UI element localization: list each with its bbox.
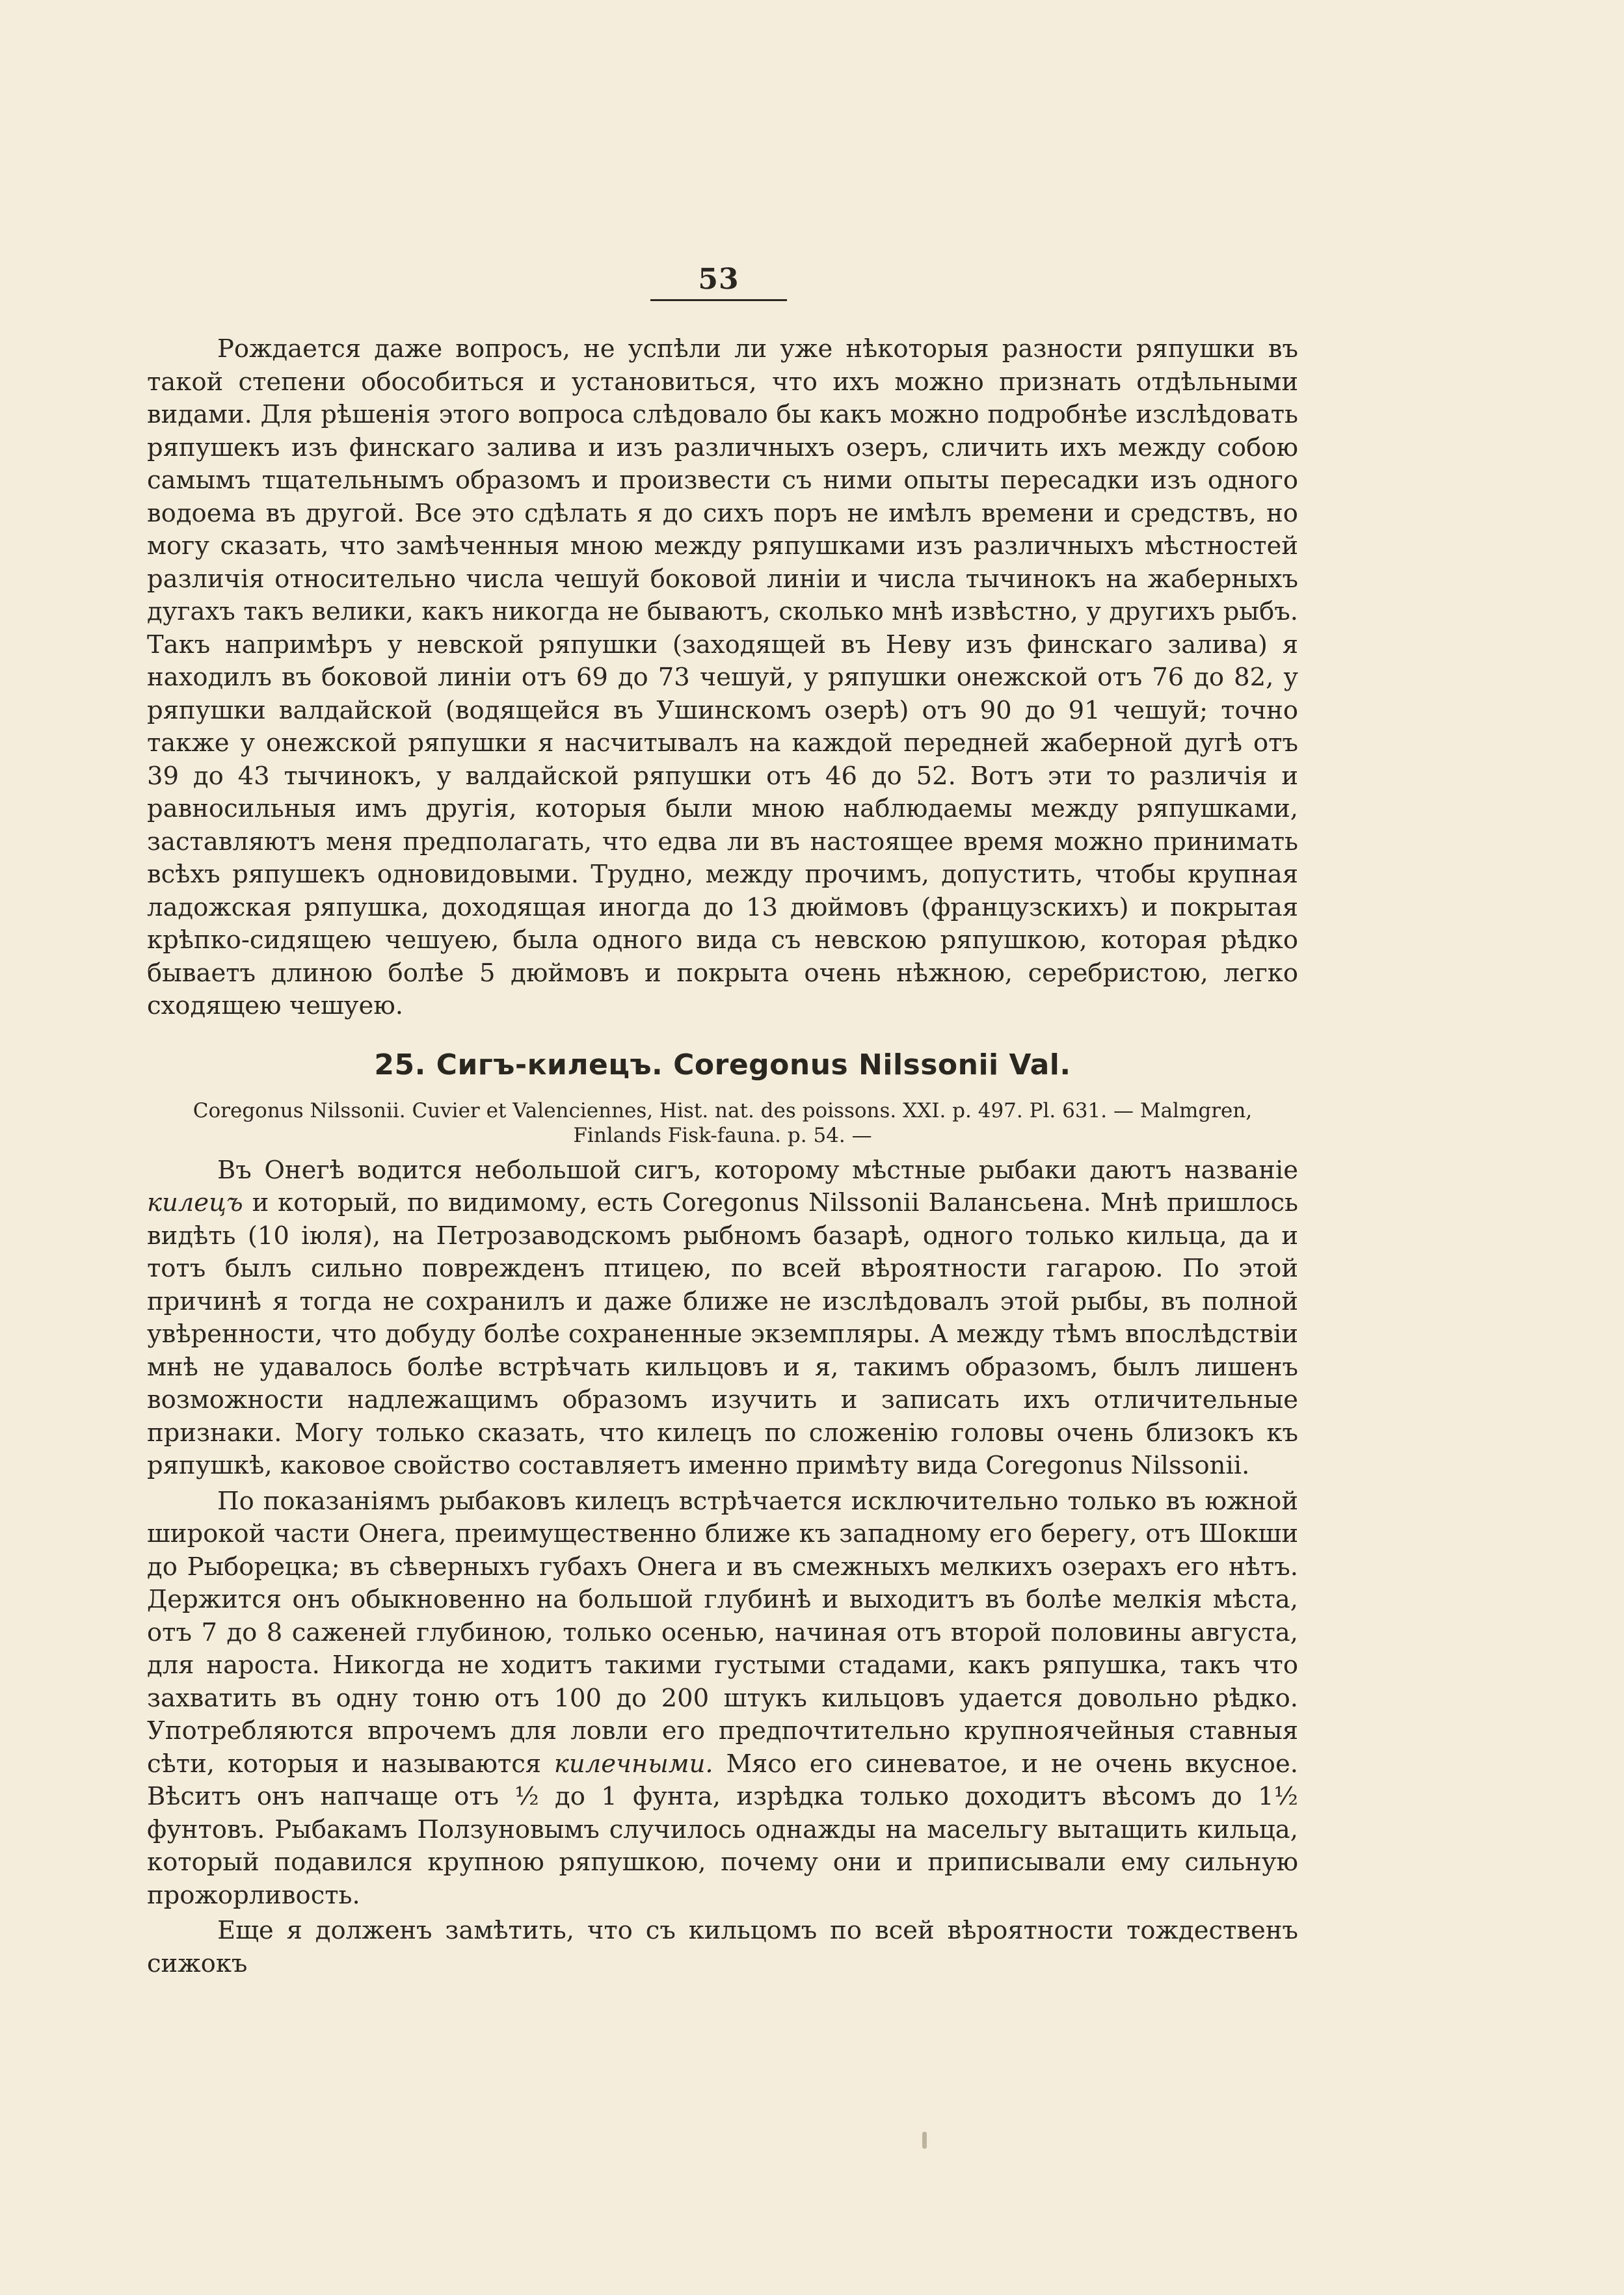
section-heading: 25. Сигъ-килецъ. Coregonus Nilssonii Val. (374, 1048, 1071, 1081)
italic-term: килецъ (147, 1188, 243, 1217)
paragraph-kilets-habitat (147, 1485, 1298, 1913)
paragraph-text: Мясо его синеватое, и не очень вкусное. Вѣситъ онъ напчаще отъ ½ до 1 фунта, изрѣдка только доходитъ вѣсомъ до 1½ фунтовъ. Рыбакамъ Ползуновымъ случилось однажды на масельгу вытащить кильца, который подавился крупною ряпушкою, почему они и приписывали ему сильную прожорливость. (147, 1749, 1298, 1910)
paragraph-kilets-description (147, 1154, 1298, 1483)
synonymy-citation: Coregonus Nilssonii. Cuvier et Valenciennes, Hist. nat. des poissons. XXI. p. 497. Pl. 631. — Malmgren, Finlands Fisk-fauna. p. 54. — (193, 1098, 1253, 1147)
italic-term: килечными. (553, 1749, 713, 1779)
paragraph-text: По показаніямъ рыбаковъ килецъ встрѣчается исключительно только въ южной широкой части Онега, преимущественно ближе къ западному его берегу, отъ Шокши до Рыборецка; въ сѣверныхъ губахъ Онега и въ смежныхъ мелкихъ озерахъ его нѣтъ. Держится онъ обыкновенно на большой глубинѣ и выходитъ въ болѣе мелкія мѣста, отъ 7 до 8 саженей глубиною, только осенью, начиная отъ второй половины августа, для нароста. Никогда не ходитъ такими густыми стадами, какъ ряпушка, такъ что захватить въ одну тоню отъ 100 до 200 штукъ кильцовъ удается довольно рѣдко. Употребляются впрочемъ для ловли его предпочтительно крупноячейныя ставныя сѣти, которыя и называются (147, 1486, 1298, 1779)
page-number-rule (650, 299, 787, 301)
paragraph-text: Въ Онегѣ водится небольшой сигъ, которому мѣстные рыбаки даютъ названіе (217, 1155, 1298, 1185)
paragraph-rapushka-species: Рождается даже вопросъ, не успѣли ли уже нѣкоторыя разности ряпушки въ такой степени обособиться и установиться, что ихъ можно признать отдѣльными видами. Для рѣшенія этого вопроса слѣдовало бы какъ можно подробнѣе изслѣдовать ряпушекъ изъ финскаго залива и изъ различныхъ озеръ, сличить ихъ между собою самымъ тщательнымъ образомъ и произвести съ ними опыты пересадки изъ одного водоема въ другой. Все это сдѣлать я до сихъ поръ не имѣлъ времени и средствъ, но могу сказать, что замѣченныя мною между ряпушками изъ различныхъ мѣстностей различія относительно числа чешуй боковой линіи и числа тычинокъ на жаберныхъ дугахъ такъ велики, какъ никогда не бываютъ, сколько мнѣ извѣстно, у другихъ рыбъ. Такъ напримѣръ у невской ряпушки (заходящей въ Неву изъ финскаго залива) я находилъ въ боковой линіи отъ 69 до 73 чешуй, у ряпушки онежской отъ 76 до 82, у ряпушки валдайской (водящейся въ Ушинскомъ озерѣ) отъ 90 до 91 чешуй; точно также у онежской ряпушки я насчитывалъ на каждой передней жаберной дугѣ отъ 39 до 43 тычинокъ, у валдайской ряпушки отъ 46 до 52. Вотъ эти то различія и равносильныя имъ другія, которыя были мною наблюдаемы между ряпушками, заставляютъ меня предполагать, что едва ли въ настоящее время можно принимать всѣхъ ряпушекъ одновидовыми. Трудно, между прочимъ, допустить, чтобы крупная ладожская ряпушка, доходящая иногда до 13 дюймовъ (французскихъ) и покрытая крѣпко-сидящею чешуею, была одного вида съ невскою ряпушкою, которая рѣдко бываетъ длиною болѣе 5 дюймовъ и покрыта очень нѣжною, серебристою, легко сходящею чешуею. (147, 334, 1298, 1020)
page-number: 53 (698, 263, 739, 296)
text-body (147, 333, 1298, 1980)
paragraph-text: и который, по видимому, есть Coregonus Nilssonii Валансьена. Мнѣ пришлось видѣть (10 іюля), на Петрозаводскомъ рыбномъ базарѣ, одного только кильца, да и тотъ былъ сильно поврежденъ птицею, по всей вѣроятности гагарою. По этой причинѣ я тогда не сохранилъ и даже ближе не изслѣдовалъ этой рыбы, въ полной увѣренности, что добуду болѣе сохраненные экземпляры. А между тѣмъ впослѣдствіи мнѣ не удавалось болѣе встрѣчать кильцовъ и я, такимъ образомъ, былъ лишенъ возможности надлежащимъ образомъ изучить и записать ихъ отличительные признаки. Могу только сказать, что килецъ по сложенію головы очень близокъ къ ряпушкѣ, каковое свойство составляетъ именно примѣту вида Coregonus Nilssonii. (147, 1188, 1298, 1480)
paper-blemish (922, 2132, 927, 2149)
paragraph-closing: Еще я долженъ замѣтить, что съ кильцомъ по всей вѣроятности тождественъ сижокъ (147, 1916, 1298, 1978)
